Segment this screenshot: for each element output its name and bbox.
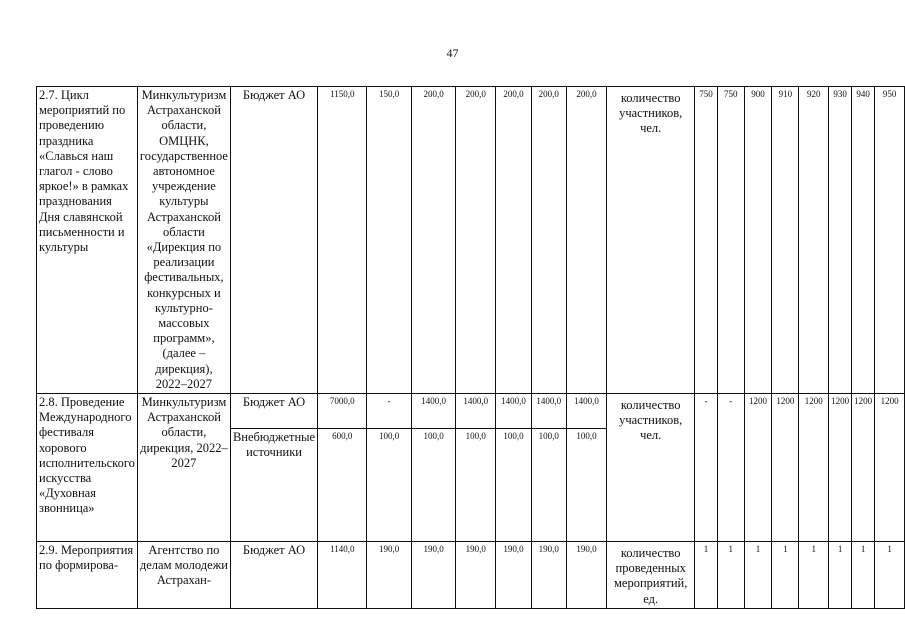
indicator-year-cell: 1 <box>852 542 875 609</box>
funding-year-cell: 100,0 <box>456 429 496 542</box>
funding-year-cell: 100,0 <box>566 429 607 542</box>
indicator-year-cell: 940 <box>852 87 875 394</box>
activity-name-cell: 2.9. Мероприятия по формирова- <box>37 542 138 609</box>
funding-year-cell: 1400,0 <box>456 394 496 429</box>
indicator-year-cell: 1 <box>772 542 799 609</box>
indicator-year-cell: 1200 <box>852 394 875 542</box>
funding-year-cell: 190,0 <box>367 542 411 609</box>
indicator-year-cell: - <box>695 394 718 542</box>
indicator-year-cell: 910 <box>772 87 799 394</box>
funding-year-cell: 190,0 <box>411 542 456 609</box>
funding-year-cell: 200,0 <box>566 87 607 394</box>
funding-year-cell: 190,0 <box>566 542 607 609</box>
funding-year-cell: 190,0 <box>456 542 496 609</box>
indicator-year-cell: 1200 <box>875 394 905 542</box>
funding-year-cell: 100,0 <box>367 429 411 542</box>
funding-year-cell: 190,0 <box>531 542 566 609</box>
funding-year-cell: 200,0 <box>456 87 496 394</box>
funding-year-cell: 1400,0 <box>531 394 566 429</box>
funding-year-cell: 190,0 <box>496 542 532 609</box>
funding-year-cell: 1400,0 <box>566 394 607 429</box>
indicator-year-cell: 920 <box>799 87 829 394</box>
funding-total-cell: 600,0 <box>318 429 367 542</box>
indicator-year-cell: 1200 <box>744 394 772 542</box>
executor-cell: Минкультуризм Астраханской области, дирекция, 2022–2027 <box>137 394 230 542</box>
page-number: 47 <box>446 46 459 60</box>
indicator-year-cell: 1 <box>829 542 852 609</box>
funding-year-cell: 100,0 <box>411 429 456 542</box>
funding-source-cell: Внебюджетные источники <box>230 429 317 542</box>
executor-cell: Агентство по делам молодежи Астрахан- <box>137 542 230 609</box>
indicator-year-cell: 1 <box>717 542 744 609</box>
indicator-year-cell: 1 <box>744 542 772 609</box>
funding-year-cell: 100,0 <box>531 429 566 542</box>
indicator-year-cell: 1 <box>875 542 905 609</box>
program-table <box>36 86 905 609</box>
executor-cell: Минкультуризм Астраханской области, ОМЦНК, государственное автономное учреждение культуры Астраханской области «Дирекция по реализации фестивальных, конкурсных и культурно-массовых программ», (далее – дирекция), 2022–2027 <box>137 87 230 394</box>
funding-total-cell: 7000,0 <box>318 394 367 429</box>
funding-year-cell: 200,0 <box>496 87 532 394</box>
indicator-year-cell: 750 <box>695 87 718 394</box>
table-row <box>37 542 905 609</box>
funding-year-cell: - <box>367 394 411 429</box>
indicator-year-cell: 1200 <box>799 394 829 542</box>
funding-year-cell: 1400,0 <box>496 394 532 429</box>
indicator-year-cell: 900 <box>744 87 772 394</box>
table-row <box>37 87 905 394</box>
indicator-year-cell: - <box>717 394 744 542</box>
funding-total-cell: 1150,0 <box>318 87 367 394</box>
indicator-year-cell: 1200 <box>772 394 799 542</box>
funding-source-cell: Бюджет АО <box>230 542 317 609</box>
indicator-year-cell: 1 <box>695 542 718 609</box>
table-row <box>37 394 905 429</box>
funding-source-cell: Бюджет АО <box>230 394 317 429</box>
funding-year-cell: 200,0 <box>411 87 456 394</box>
indicator-year-cell: 950 <box>875 87 905 394</box>
funding-year-cell: 200,0 <box>531 87 566 394</box>
activity-name-cell: 2.8. Проведение Международного фестиваля хорового исполнительского искусства «Духовная звонница» <box>37 394 138 542</box>
funding-year-cell: 150,0 <box>367 87 411 394</box>
indicator-year-cell: 1200 <box>829 394 852 542</box>
indicator-year-cell: 930 <box>829 87 852 394</box>
funding-total-cell: 1140,0 <box>318 542 367 609</box>
funding-year-cell: 100,0 <box>496 429 532 542</box>
indicator-year-cell: 1 <box>799 542 829 609</box>
activity-name-cell: 2.7. Цикл мероприятий по проведению праздника «Славься наш глагол - слово яркое!» в рамках празднования Дня славянской письменности и культуры <box>37 87 138 394</box>
indicator-year-cell: 750 <box>717 87 744 394</box>
indicator-cell: количество участников, чел. <box>607 394 695 542</box>
indicator-cell: количество участников, чел. <box>607 87 695 394</box>
funding-year-cell: 1400,0 <box>411 394 456 429</box>
indicator-cell: количество проведенных мероприятий, ед. <box>607 542 695 609</box>
funding-source-cell: Бюджет АО <box>230 87 317 394</box>
